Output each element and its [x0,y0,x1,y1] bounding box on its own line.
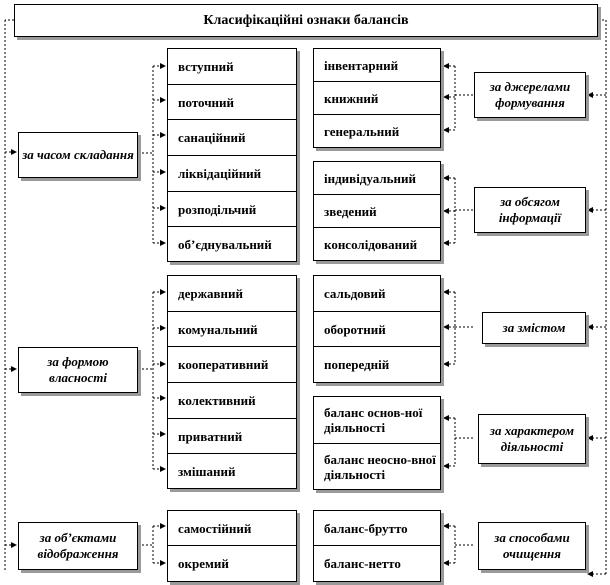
item-okremyi: окремий [178,556,229,571]
criterion-volume: за обсягом інформації [474,187,586,233]
item-knyzhnyi: книжний [314,82,440,115]
item-kolektyvnyi: колективний [168,383,296,419]
item-vstupnyi: вступний [168,49,296,85]
item-obiednuvalnyi: об’єднувальний [178,236,272,252]
group-volume [313,161,441,261]
item-saldovyi: сальдовий [314,276,440,312]
item-netto: баланс-нетто [324,556,401,571]
group-time [167,48,297,262]
item-oborotnyi: оборотний [314,312,440,347]
criterion-time: за часом складання [18,132,138,178]
item-derzhavnyi: державний [168,276,296,312]
group-sources [313,48,441,148]
item-sanatsiinyi: санаційний [168,120,296,156]
group-cleaning [313,510,441,582]
item-samostiinyi: самостійний [168,511,296,546]
criterion-activity: за характером діяльності [478,414,586,464]
criterion-sources: за джерелами формування [474,72,586,118]
group-ownership [167,275,297,489]
group-content [313,275,441,383]
criterion-content: за змістом [482,312,586,344]
item-konsolidovanyi: консолідований [324,236,418,252]
group-objects [167,510,297,582]
item-indyvidualnyi: індивідуальний [314,162,440,195]
item-poperednii: попередній [324,357,390,372]
criterion-ownership: за формою власності [18,347,138,393]
criterion-cleaning: за способами очищення [478,522,586,570]
diagram-title: Класифікаційні ознаки балансів [14,4,598,37]
item-kooperatyvnyi: кооперативний [168,347,296,383]
item-brutto: баланс-брутто [314,511,440,546]
item-pryvatnyi: приватний [168,419,296,454]
criterion-objects: за об’єктами відображення [18,522,138,570]
item-osnovna-diialnist: баланс основ-ної діяльності [314,397,440,444]
item-zmishanyi: змішаний [178,463,236,479]
item-heneralnyi: генеральний [324,123,400,139]
item-inventarnyi: інвентарний [314,49,440,82]
item-potochnyi: поточний [168,85,296,120]
item-neosnovna-diialnist: баланс неосно-вної діяльності [324,451,436,482]
item-likvidatsiinyi: ліквідаційний [168,156,296,192]
item-komunalnyi: комунальний [168,312,296,347]
item-rozpodilchyi: розподільчий [168,192,296,227]
item-zvedenyi: зведений [314,195,440,228]
group-activity [313,396,441,490]
